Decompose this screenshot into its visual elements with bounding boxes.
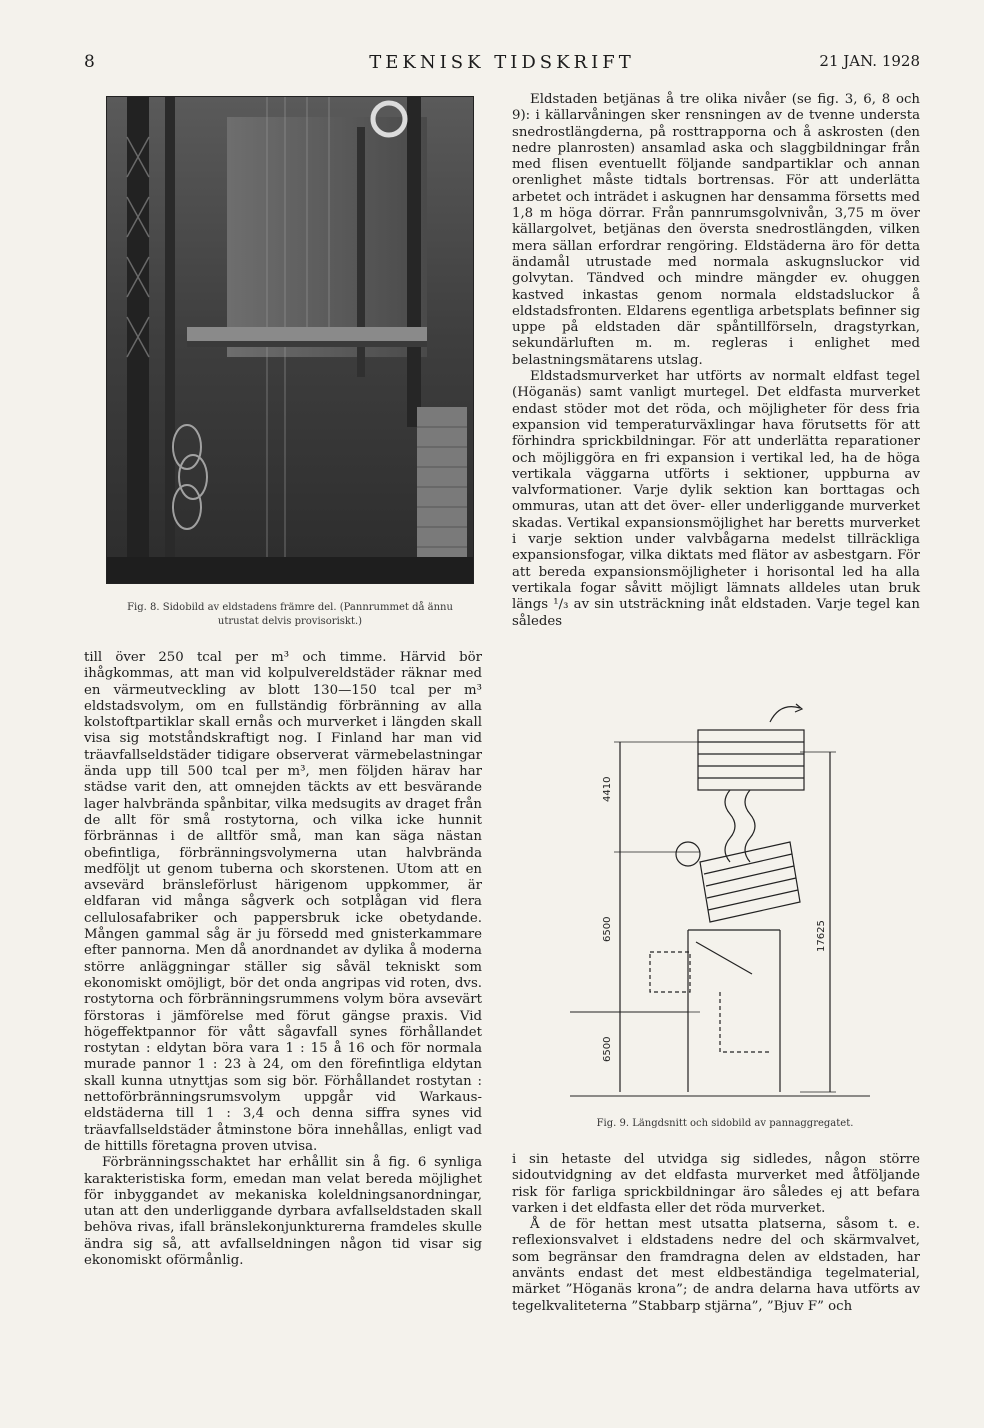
right-column-top (512, 92, 920, 630)
right-paragraph-2: Eldstadsmurverket har utförts av normalt eldfast tegel (Höganäs) samt vanligt murtegel. Det eldfasta murverket endast stöder mot det röda, och möjligheter för dess fria expansion vid temperaturväxlingar hava förutsetts för att förhindra sprickbildningar. För att underlätta reparationer och möjliggöra en fri expansion i vertikal led, ha de höga vertikala väggarna utförts i sektioner, uppburna av valvformationer. Varje dylik sektion kan borttagas och ommuras, utan att det över- eller underliggande murverket skadas. Vertikal expansionsmöjlighet har beretts murverket i varje sektion under valvbågarna medelst tillräckliga expansionsfogar, vilka diktats med flätor av asbestgarn. För att bereda expansionsmöjligheter i horisontal led ha alla vertikala fogar såvitt möjligt lämnats alldeles utan bruk längs ¹/₃ av sin utsträckning inåt eldstaden. Varje tegel kan således (512, 369, 920, 629)
dim-label-top: 4410 (602, 776, 613, 802)
figure-8-photo (106, 96, 474, 584)
dim-label-low: 6500 (602, 1036, 613, 1062)
left-column (84, 650, 482, 1269)
figure-8-caption: Fig. 8. Sidobild av eldstadens främre del. (Pannrummet då ännu utrustat delvis provisoriskt.) (127, 602, 453, 627)
right-paragraph-1: Eldstaden betjänas å tre olika nivåer (se fig. 3, 6, 8 och 9): i källarvåningen sker rensningen av de tvenne understa snedrostlängderna, på rosttrapporna och å askrosten (den nedre planrosten) ansamlad aska och slaggbildningar från med flisen eventuellt följande sandpartiklar och annan orenlighet måste tidtals bortrensas. För att underlätta arbetet och inträdet i askugnen har densamma försetts med 1,8 m höga dörrar. Från pannrumsgolvnivån, 3,75 m över källargolvet, betjänas den översta snedrostlängden, vilken mera sällan erfordrar rengöring. Eldstäderna äro för detta ändamål utrustade med normala askugnsluckor vid golvytan. Tändved och mindre mängder ev. ohuggen kastved inkastas genom normala eldstadsluckor å eldstadsfronten. Eldarens egentliga arbetsplats befinner sig uppe på eldstaden där spåntillförseln, dragstyrkan, sekundärluften m. m. regleras i enlighet med belastningsmätarens utslag. (512, 92, 920, 368)
journal-title: TEKNISK TIDSKRIFT (369, 52, 635, 73)
dim-label-total: 17625 (816, 920, 827, 952)
right-paragraph-3: i sin hetaste del utvidga sig sidledes, någon större sidoutvidgning av det eldfasta murverket med åtföljande risk för farliga sprickbildningar äro således ej att befara varken i det eldfasta eller det röda murverket. (512, 1152, 920, 1216)
page-header (84, 52, 920, 82)
left-paragraph-2: Förbränningsschaktet har erhållit sin å fig. 6 synliga karakteristiska form, emedan man velat bereda möjlighet för inbyggandet av mekaniska koleldningsanordningar, utan att den underliggande dyrbara avfallseldstaden skall behöva rivas, ifall bränslekonjunkturerna framdeles skulle ändra sig så, att avfallseldningen någon tid visar sig ekonomiskt oförmånlig. (84, 1155, 482, 1268)
right-column-bottom (512, 1152, 920, 1315)
left-paragraph-1: till över 250 tcal per m³ och timme. Härvid bör ihågkommas, att man vid kolpulvereldstäder räknar med en värmeutveckling av blott 130—150 tcal per m³ eldstadsvolym, om en fullständig förbränning av alla kolstoftpartiklar skall ernås och murverket i längden skall visa sig motståndskraftigt nog. I Finland har man vid träavfallseldstäder tidigare observerat värmebelastningar ända upp till 500 tcal per m³, men följden härav har städse varit den, att omnejden täckts av ett besvärande lager halvbrända spånbitar, vilka medsugits av draget från de allt för små rostytorna, och vilka icke hunnit förbrännas i de alltför små, man kan säga nästan obefintliga, förbränningsvolymerna utan halvbrända medföljt ut genom tuberna och skorstenen. Utom att en avsevärd bränsleförlust härigenom uppkommer, är eldfaran vid många sågverk och sotplågan vid flera cellulosafabriker och pappersbruk icke obetydande. Mången gammal såg är ju försedd med gnisterkammare efter pannorna. Men då anordnandet av dylika å moderna större anläggningar ställer sig såväl tekniskt som ekonomiskt omöjligt, bör det onda angripas vid roten, dvs. rostytorna och förbränningsrummens volym böra avsevärt förstoras i jämförelse med förut gängse praxis. Vid högeffektpannor för vått sågavfall synes förhållandet rostytan : eldytan böra vara 1 : 15 å 16 och för normala murade pannor 1 : 23 à 24, om den förefintliga eldytan skall kunna utnyttjas som sig bör. Förhållandet rostytan : nettoförbränningsrumsvolym uppgår vid Warkaus-eldstäderna till 1 : 3,4 och denna siffra synes vid träavfallseldstäder åtminstone böra innehållas, enligt vad de hittills företagna proven utvisa. (84, 650, 482, 1154)
figure-9-diagram (570, 692, 870, 1110)
page-number: 8 (84, 52, 95, 72)
right-paragraph-4: Å de för hettan mest utsatta platserna, såsom t. e. reflexionsvalvet i eldstadens nedre del och skärmvalvet, som begränsar den framdragna delen av eldstaden, har använts endast det mest eldbeständiga tegelmaterial, märket ”Höganäs krona”; de andra delarna hava utförts av tegelkvaliteterna ”Stabbarp stjärna”, ”Bjuv F” och (512, 1217, 920, 1314)
dim-label-mid: 6500 (602, 916, 613, 942)
figure-9-caption: Fig. 9. Längdsnitt och sidobild av pannaggregatet. (596, 1118, 854, 1129)
issue-date: 21 JAN. 1928 (819, 52, 920, 70)
